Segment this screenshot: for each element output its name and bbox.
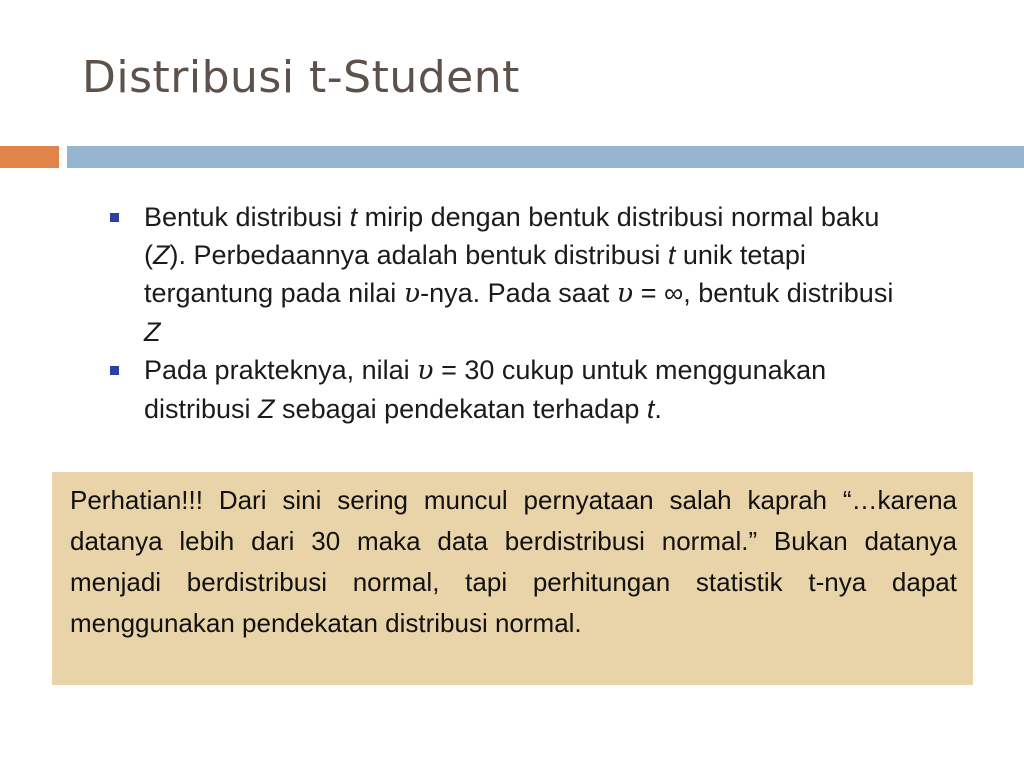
variable-t: t xyxy=(667,240,676,270)
bullet-list xyxy=(104,198,894,428)
text-run: = ∞, bentuk distribusi xyxy=(633,278,894,308)
text-run: -nya. Pada saat xyxy=(420,278,617,308)
text-run: mirip dengan bentuk distribusi normal baku ( xyxy=(144,202,880,270)
bullet-text xyxy=(144,202,893,347)
variable-z: Z xyxy=(153,240,170,270)
variable-nu: υ xyxy=(403,278,421,309)
note-text: Perhatian!!! Dari sini sering muncul pernyataan salah kaprah “…karena datanya lebih dari 30 maka data berdistribusi normal.” Bukan datanya menjadi berdistribusi normal, tapi perhitungan statistik t-nya dapat menggunakan pendekatan distribusi normal. xyxy=(70,485,957,638)
text-run: unik tetapi tergantung pada nilai xyxy=(144,240,806,308)
bullet-item xyxy=(104,351,894,428)
variable-nu: υ xyxy=(616,278,634,309)
accent-bar-orange xyxy=(0,146,59,168)
text-run: ). Perbedaannya adalah bentuk distribusi xyxy=(169,240,668,270)
variable-t: t xyxy=(349,202,358,232)
bullet-text xyxy=(144,355,826,424)
variable-nu: υ xyxy=(417,355,434,386)
bullet-square-icon xyxy=(110,366,119,375)
text-run: sebagai pendekatan terhadap xyxy=(274,394,647,424)
variable-t: t xyxy=(646,394,655,424)
text-run: Bentuk distribusi xyxy=(144,202,350,232)
note-box xyxy=(52,472,973,685)
accent-bar-blue xyxy=(67,146,1024,168)
text-run: . xyxy=(654,394,662,424)
text-run: = 30 cukup untuk menggunakan distribusi xyxy=(144,355,827,424)
slide-title: Distribusi t-Student xyxy=(82,52,520,103)
variable-z: Z xyxy=(144,317,161,347)
text-run: Pada prakteknya, nilai xyxy=(144,355,418,385)
bullet-square-icon xyxy=(110,213,119,222)
bullet-item xyxy=(104,198,894,351)
variable-z: Z xyxy=(258,394,275,424)
